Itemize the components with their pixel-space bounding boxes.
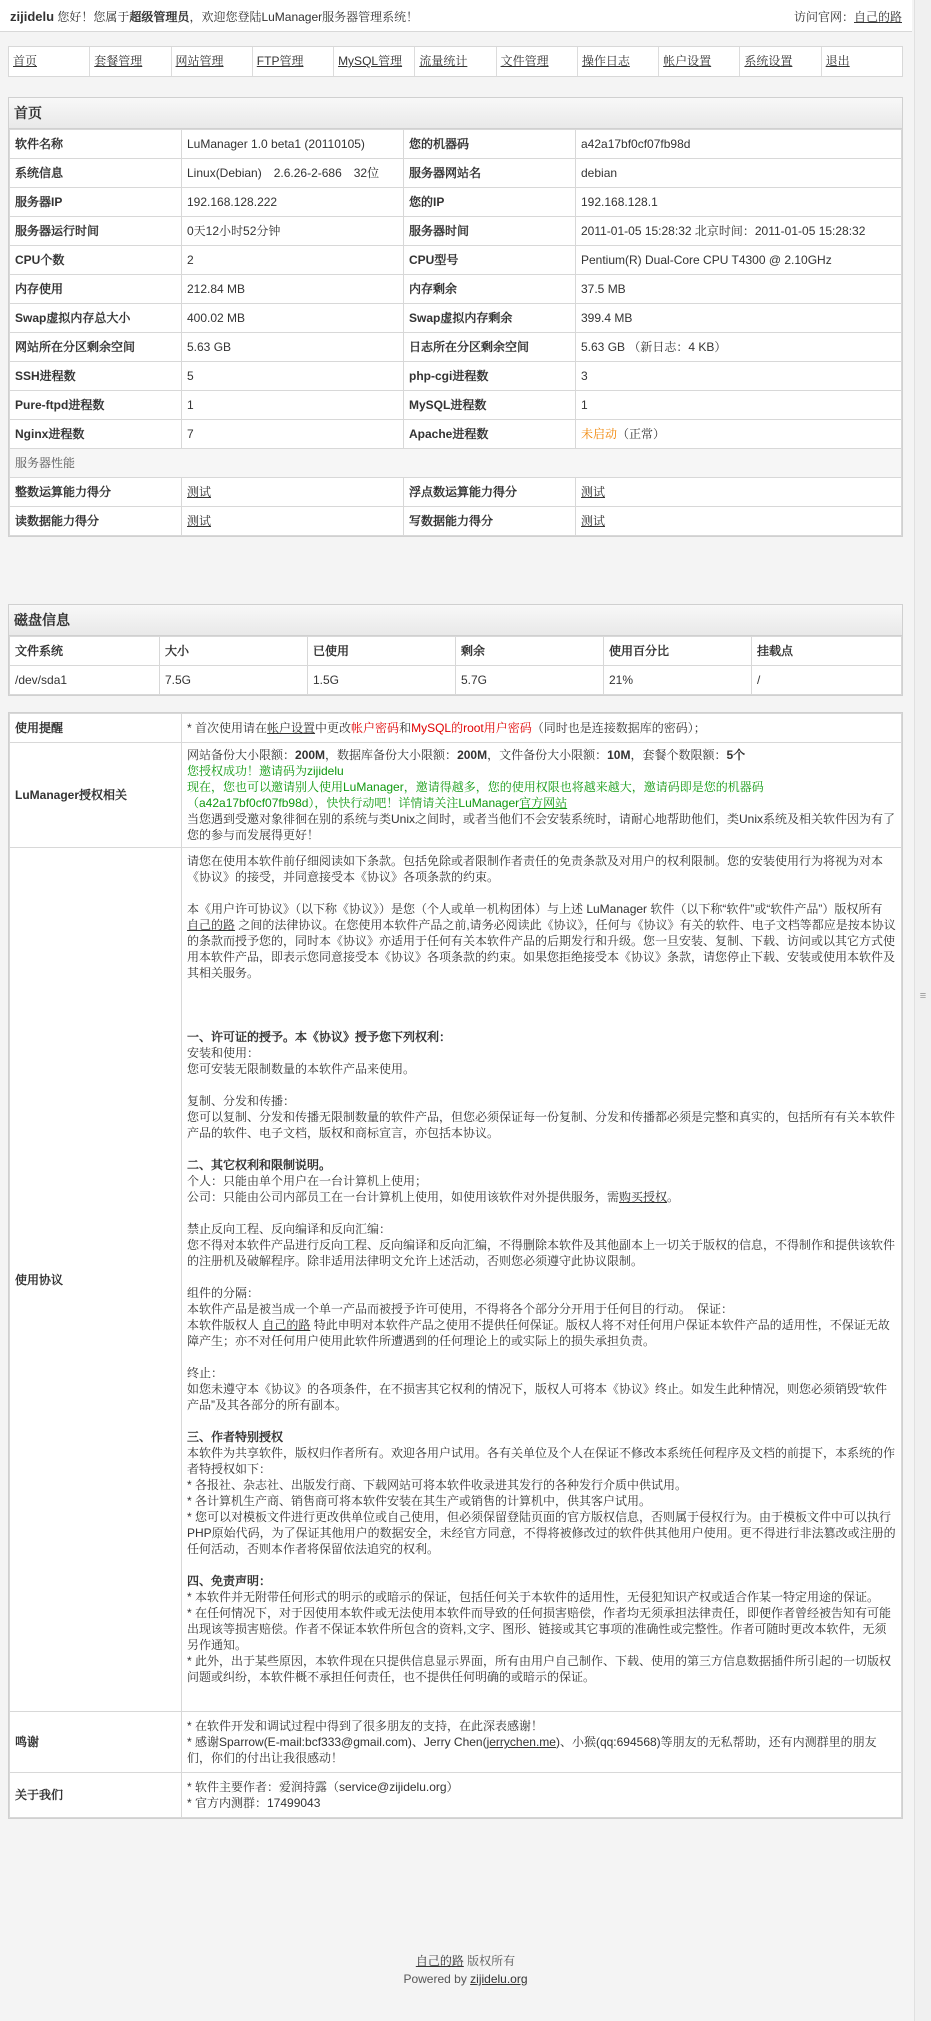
agreement-text: 公司：只能由公司内部员工在一台计算机上使用，如使用该软件对外提供服务，需 xyxy=(187,1190,620,1204)
footer xyxy=(0,1952,931,1988)
section-heading: 四、免责声明： xyxy=(187,1574,272,1588)
disk-free: 5.7G xyxy=(456,666,604,695)
section-heading: 三、作者特别授权 xyxy=(187,1430,284,1444)
invite-code-text: （a42a17bf0cf07fb98d），快快行动吧！详情请关注LuManager xyxy=(187,796,520,810)
about-row xyxy=(10,1773,902,1818)
nav-mysql[interactable]: MySQL管理 xyxy=(334,47,415,76)
info-value: 1 xyxy=(182,391,404,420)
info-label: 服务器IP xyxy=(10,188,182,217)
info-value: 1 xyxy=(576,391,902,420)
col-usage: 使用百分比 xyxy=(604,637,752,666)
account-password-hint: 帐户密码 xyxy=(351,721,400,735)
official-site-link[interactable]: 自己的路 xyxy=(853,10,902,24)
perf-title: 服务器性能 xyxy=(10,449,902,478)
info-row xyxy=(10,304,902,333)
help-note: 当您遇到受邀对象徘徊在别的系统与类Unix之间时，或者当他们不会安装系统时，请耐心地帮助他们，类Unix系统及相关软件因为有了您的参与而发展得更好！ xyxy=(187,812,896,842)
agreement-line: * 各计算机生产商、销售商可将本软件安装在其生产或销售的计算机中，供其客户试用。 xyxy=(187,1494,652,1508)
info-value: 192.168.128.1 xyxy=(576,188,902,217)
footer-powered xyxy=(0,1970,931,1988)
disk-mount: / xyxy=(752,666,902,695)
nav-ftp[interactable]: FTP管理 xyxy=(253,47,334,76)
perf-cell xyxy=(576,507,902,536)
perf-label: 读数据能力得分 xyxy=(10,507,182,536)
agreement-text: 。 xyxy=(667,1190,680,1204)
info-value: Pentium(R) Dual-Core CPU T4300 @ 2.10GHz xyxy=(576,246,902,275)
apache-note: （正常） xyxy=(617,427,666,441)
auth-success: 您授权成功！邀请码为zijidelu xyxy=(187,764,344,778)
quota-text: ，文件备份大小限额： xyxy=(487,748,608,762)
quota-site: 200M xyxy=(295,748,326,762)
info-label: Pure-ftpd进程数 xyxy=(10,391,182,420)
info-value: 192.168.128.222 xyxy=(182,188,404,217)
jerrychen-link[interactable]: jerrychen.me xyxy=(486,1735,556,1749)
agreement-content xyxy=(182,848,902,1712)
agreement-line: 您可安装无限制数量的本软件产品来使用。 xyxy=(187,1062,416,1076)
nav-packages[interactable]: 套餐管理 xyxy=(90,47,171,76)
tips-label: 使用提醒 xyxy=(10,714,182,743)
nav-system[interactable]: 系统设置 xyxy=(740,47,821,76)
info-value: 5.63 GB （新日志：4 KB） xyxy=(576,333,902,362)
tips-content xyxy=(182,714,902,743)
agreement-line: * 在任何情况下，对于因使用本软件或无法使用本软件而导致的任何损害赔偿，作者均无须承担法律责任，即便作者曾经被告知有可能出现该等损害赔偿。作者不保证本软件所包含的资料,文字、图形、链接或其它事项的准确性或完整性。作者可随时更改本软件，无须另作通知。 xyxy=(187,1606,892,1652)
info-value xyxy=(576,420,902,449)
info-row xyxy=(10,217,902,246)
agreement-line: 安装和使用： xyxy=(187,1046,260,1060)
main-nav xyxy=(8,46,903,77)
user-role: 超级管理员 xyxy=(129,10,190,24)
thanks-label: 鸣谢 xyxy=(10,1712,182,1773)
info-value: 0天12小时52分钟 xyxy=(182,217,404,246)
welcome-text xyxy=(10,8,418,25)
info-value: 2011-01-05 15:28:32 北京时间：2011-01-05 15:28:32 xyxy=(576,217,902,246)
info-value: LuManager 1.0 beta1 (20110105) xyxy=(182,130,404,159)
vertical-scrollbar[interactable] xyxy=(914,0,931,2021)
agreement-line: 个人：只能由单个用户在一台计算机上使用； xyxy=(187,1174,428,1188)
powered-by-text: Powered by xyxy=(403,1972,471,1986)
info-row xyxy=(10,275,902,304)
info-label: 系统信息 xyxy=(10,159,182,188)
col-mount: 挂载点 xyxy=(752,637,902,666)
info-label: Swap虚拟内存剩余 xyxy=(404,304,576,333)
info-value: 37.5 MB xyxy=(576,275,902,304)
thanks-text: )、小猴(qq:694568)等朋友的无私帮助，还有内测群里的朋友们，你们的付出让我很感动！ xyxy=(187,1735,877,1765)
info-value: 5 xyxy=(182,362,404,391)
col-free: 剩余 xyxy=(456,637,604,666)
greeting-prefix: 您好！您属于 xyxy=(57,10,130,24)
col-filesystem: 文件系统 xyxy=(10,637,160,666)
perf-label: 整数运算能力得分 xyxy=(10,478,182,507)
agreement-line xyxy=(187,1189,896,1205)
disk-panel xyxy=(8,604,903,696)
agreement-text: 本软件版权人 xyxy=(187,1318,263,1332)
info-label: Nginx进程数 xyxy=(10,420,182,449)
info-label: MySQL进程数 xyxy=(404,391,576,420)
section-heading: 二、其它权利和限制说明。 xyxy=(187,1158,332,1172)
info-label: 服务器时间 xyxy=(404,217,576,246)
tips-text: （同时也是连接数据库的密码）； xyxy=(531,721,706,735)
info-label: Apache进程数 xyxy=(404,420,576,449)
info-label: php-cgi进程数 xyxy=(404,362,576,391)
info-label: 网站所在分区剩余空间 xyxy=(10,333,182,362)
info-label: 您的IP xyxy=(404,188,576,217)
perf-row xyxy=(10,478,902,507)
info-row xyxy=(10,159,902,188)
disk-size: 7.5G xyxy=(160,666,308,695)
perf-label: 浮点数运算能力得分 xyxy=(404,478,576,507)
perf-cell xyxy=(182,507,404,536)
info-value: 5.63 GB xyxy=(182,333,404,362)
visit-label: 访问官网： xyxy=(793,10,854,24)
about-line: * 软件主要作者：爱润持露（service@zijidelu.org） xyxy=(187,1780,459,1794)
agreement-text: 本《用户许可协议》（以下称《协议》）是您（个人或单一机构团体）与上述 LuManager 软件（以下称“软件”或“软件产品”）版权所有 xyxy=(187,902,883,916)
info-label: Swap虚拟内存总大小 xyxy=(10,304,182,333)
info-label: 软件名称 xyxy=(10,130,182,159)
nav-websites[interactable]: 网站管理 xyxy=(172,47,253,76)
agreement-line: 如您未遵守本《协议》的各项条件，在不损害其它权利的情况下，版权人可将本《协议》终止。如发生此种情况，则您必须销毁“软件产品”及其各部分的所有副本。 xyxy=(187,1382,888,1412)
footer-copyright xyxy=(0,1952,931,1970)
test-integer-link[interactable]: 测试 xyxy=(187,485,212,499)
thanks-content xyxy=(182,1712,902,1773)
info-value: Linux(Debian) 2.6.26-2-686 32位 xyxy=(182,159,404,188)
top-bar xyxy=(0,0,912,32)
tips-text: 中更改 xyxy=(315,721,352,735)
agreement-line xyxy=(187,1317,896,1349)
mysql-password-hint: MySQL的root用户密码 xyxy=(411,721,532,735)
footer-site-link[interactable]: 自己的路 xyxy=(415,1954,464,1968)
perf-cell xyxy=(182,478,404,507)
agreement-line: 复制、分发和传播： xyxy=(187,1094,296,1108)
info-value: 212.84 MB xyxy=(182,275,404,304)
tips-text: * 首次使用请在 xyxy=(187,721,268,735)
info-value: 3 xyxy=(576,362,902,391)
system-info-table xyxy=(9,129,902,536)
agreement-line: 组件的分隔： xyxy=(187,1286,260,1300)
nav-traffic[interactable]: 流量统计 xyxy=(415,47,496,76)
about-label: 关于我们 xyxy=(10,1773,182,1818)
agreement-line: 终止： xyxy=(187,1366,224,1380)
disk-row xyxy=(10,666,902,695)
col-used: 已使用 xyxy=(308,637,456,666)
spacer xyxy=(187,997,896,1013)
invite-code-line xyxy=(187,795,896,811)
tips-text: 和 xyxy=(399,721,412,735)
info-row xyxy=(10,391,902,420)
info-label: 您的机器码 xyxy=(404,130,576,159)
scrollbar-grip-icon[interactable]: ≡ xyxy=(919,990,927,1002)
agreement-line: 本软件产品是被当成一个单一产品而被授予许可使用，不得将各个部分分开用于任何目的行动。 保证： xyxy=(187,1302,734,1316)
nav-logout[interactable]: 退出 xyxy=(825,54,850,68)
perf-title-row xyxy=(10,449,902,478)
quota-text: ，数据库备份大小限额： xyxy=(325,748,458,762)
disk-title: 磁盘信息 xyxy=(9,605,902,636)
agreement-line: 禁止反向工程、反向编译和反向汇编： xyxy=(187,1222,392,1236)
apache-status: 未启动 xyxy=(581,427,618,441)
agreement-para xyxy=(187,901,896,981)
info-label: CPU个数 xyxy=(10,246,182,275)
account-settings-link[interactable]: 帐户设置 xyxy=(267,721,316,735)
quota-packages: 5个 xyxy=(726,748,746,762)
copyright-owner-link-2[interactable]: 自己的路 xyxy=(262,1318,311,1332)
disk-used: 1.5G xyxy=(308,666,456,695)
info-value: 2 xyxy=(182,246,404,275)
disk-usage: 21% xyxy=(604,666,752,695)
agreement-line: * 各报社、杂志社、出版发行商、下载网站可将本软件收录进其发行的各种发行介质中供试用。 xyxy=(187,1478,688,1492)
agreement-line: 您不得对本软件产品进行反向工程、反向编译和反向汇编，不得删除本软件及其他副本上一切关于版权的信息，不得制作和提供该软件的注册机及破解程序。除非适用法律明文允许上述活动，否则您必须遵守此协议限制。 xyxy=(187,1238,896,1268)
home-panel xyxy=(8,97,903,537)
copyright-owner-link[interactable]: 自己的路 xyxy=(187,918,236,932)
invite-text: 现在，您也可以邀请别人使用LuManager，邀请得越多，您的使用权限也将越来越大，邀请码即是您的机器码 xyxy=(187,780,764,794)
info-label: SSH进程数 xyxy=(10,362,182,391)
perf-row xyxy=(10,507,902,536)
info-row xyxy=(10,362,902,391)
info-value: debian xyxy=(576,159,902,188)
info-row xyxy=(10,420,902,449)
agreement-line: * 此外，出于某些原因，本软件现在只提供信息显示界面，所有由用户自己制作、下载、使用的第三方信息数据插件所引起的一切版权问题或纠纷，本软件概不承担任何责任，也不提供任何明确的或暗示的保证。 xyxy=(187,1654,892,1684)
nav-home[interactable]: 首页 xyxy=(9,47,90,76)
quota-file: 10M xyxy=(607,748,631,762)
thanks-line xyxy=(187,1734,896,1766)
about-line: * 官方内测群：17499043 xyxy=(187,1796,321,1810)
test-read-link[interactable]: 测试 xyxy=(187,514,212,528)
info-value: 399.4 MB xyxy=(576,304,902,333)
official-site-link-2[interactable]: 官方网站 xyxy=(519,796,568,810)
auth-row xyxy=(10,743,902,848)
thanks-text: * 感谢Sparrow(E-mail:bcf333@gmail.com)、Jerry Chen( xyxy=(187,1735,487,1749)
agreement-line: 您可以复制、分发和传播无限制数量的软件产品，但您必须保证每一份复制、分发和传播都必须是完整和真实的，包括所有有关本软件产品的软件、电子文档，版权和商标宣言，亦包括本协议。 xyxy=(187,1110,896,1140)
agreement-para: 请您在使用本软件前仔细阅读如下条款。包括免除或者限制作者责任的免责条款及对用户的权利限制。您的安装使用行为将视为对本《协议》的接受，并同意接受本《协议》各项条款的约束。 xyxy=(187,854,884,884)
quota-text: 网站备份大小限额： xyxy=(187,748,296,762)
agreement-row xyxy=(10,848,902,1712)
agreement-text: 特此申明对本软件产品之使用不提供任何保证。版权人将不对任何用户保证本软件产品的适用性，不保证无故障产生；亦不对任何用户使用此软件所遭遇到的任何理论上的或实际上的损失承担负责。 xyxy=(187,1318,890,1348)
disk-table xyxy=(9,636,902,695)
col-size: 大小 xyxy=(160,637,308,666)
info-value: a42a17bf0cf07fb98d xyxy=(576,130,902,159)
info-row xyxy=(10,333,902,362)
info-label: 内存剩余 xyxy=(404,275,576,304)
info-value: 400.02 MB xyxy=(182,304,404,333)
thanks-row xyxy=(10,1712,902,1773)
tips-row xyxy=(10,714,902,743)
quota-db: 200M xyxy=(457,748,488,762)
buy-license-link[interactable]: 购买授权 xyxy=(619,1190,668,1204)
agreement-label: 使用协议 xyxy=(10,848,182,1712)
nav-files[interactable]: 文件管理 xyxy=(497,47,578,76)
agreement-line: * 本软件并无附带任何形式的明示的或暗示的保证，包括任何关于本软件的适用性，无侵犯知识产权或适合作某一特定用途的保证。 xyxy=(187,1590,880,1604)
disk-filesystem: /dev/sda1 xyxy=(10,666,160,695)
test-write-link[interactable]: 测试 xyxy=(581,514,606,528)
quota-text: ，套餐个数限额： xyxy=(630,748,727,762)
auth-label: LuManager授权相关 xyxy=(10,743,182,848)
info-label: CPU型号 xyxy=(404,246,576,275)
info-label: 服务器网站名 xyxy=(404,159,576,188)
powered-by-link[interactable]: zijidelu.org xyxy=(470,1972,528,1986)
visit-site xyxy=(794,8,902,25)
home-title: 首页 xyxy=(9,98,902,129)
info-row xyxy=(10,188,902,217)
info-panel xyxy=(8,712,903,1819)
info-label: 服务器运行时间 xyxy=(10,217,182,246)
footer-rights: 版权所有 xyxy=(463,1954,516,1968)
agreement-line: * 您可以对模板文件进行更改供单位或自己使用，但必须保留登陆页面的官方版权信息，否则属于侵权行为。由于模板文件中可以执行PHP原始代码，为了保证其他用户的数据安全，未经官方同意，不得将被修改过的软件供其他用户使用。更不得进行非法篡改或注册的任何活动，否则本作者将保留依法追究的权利。 xyxy=(187,1510,896,1556)
disk-header-row xyxy=(10,637,902,666)
perf-cell xyxy=(576,478,902,507)
test-float-link[interactable]: 测试 xyxy=(581,485,606,499)
site-name: zijidelu xyxy=(10,9,55,24)
auth-content xyxy=(182,743,902,848)
info-row xyxy=(10,246,902,275)
section-heading: 一、许可证的授予。本《协议》授予您下列权利： xyxy=(187,1030,452,1044)
info-value: 7 xyxy=(182,420,404,449)
thanks-line: * 在软件开发和调试过程中得到了很多朋友的支持，在此深表感谢！ xyxy=(187,1719,544,1733)
agreement-line: 本软件为共享软件，版权归作者所有。欢迎各用户试用。各有关单位及个人在保证不修改本系统任何程序及文档的前提下，本系统的作者特授权如下： xyxy=(187,1446,896,1476)
info-table xyxy=(9,713,902,1818)
info-label: 日志所在分区剩余空间 xyxy=(404,333,576,362)
agreement-text: 之间的法律协议。在您使用本软件产品之前,请务必阅读此《协议》，任何与《协议》有关的软件、电子文档等都应是按本协议的条款而授予您的，同时本《协议》亦适用于任何有关本软件产品的后期发行和升级。您一旦安装、复制、下载、访问或以其它方式使用本软件产品，即表示您同意接受本《协议》各项条款的约束。如果您拒绝接受本《协议》条款，请您停止下载、安装或使用本软件及其相关服务。 xyxy=(187,918,896,980)
nav-logs[interactable]: 操作日志 xyxy=(578,47,659,76)
info-row xyxy=(10,130,902,159)
nav-account[interactable]: 帐户设置 xyxy=(659,47,740,76)
greeting-suffix: ，欢迎您登陆LuManager服务器管理系统！ xyxy=(189,10,419,24)
about-content xyxy=(182,1773,902,1818)
spacer xyxy=(187,1685,896,1701)
perf-label: 写数据能力得分 xyxy=(404,507,576,536)
info-label: 内存使用 xyxy=(10,275,182,304)
quota-line xyxy=(187,747,896,763)
